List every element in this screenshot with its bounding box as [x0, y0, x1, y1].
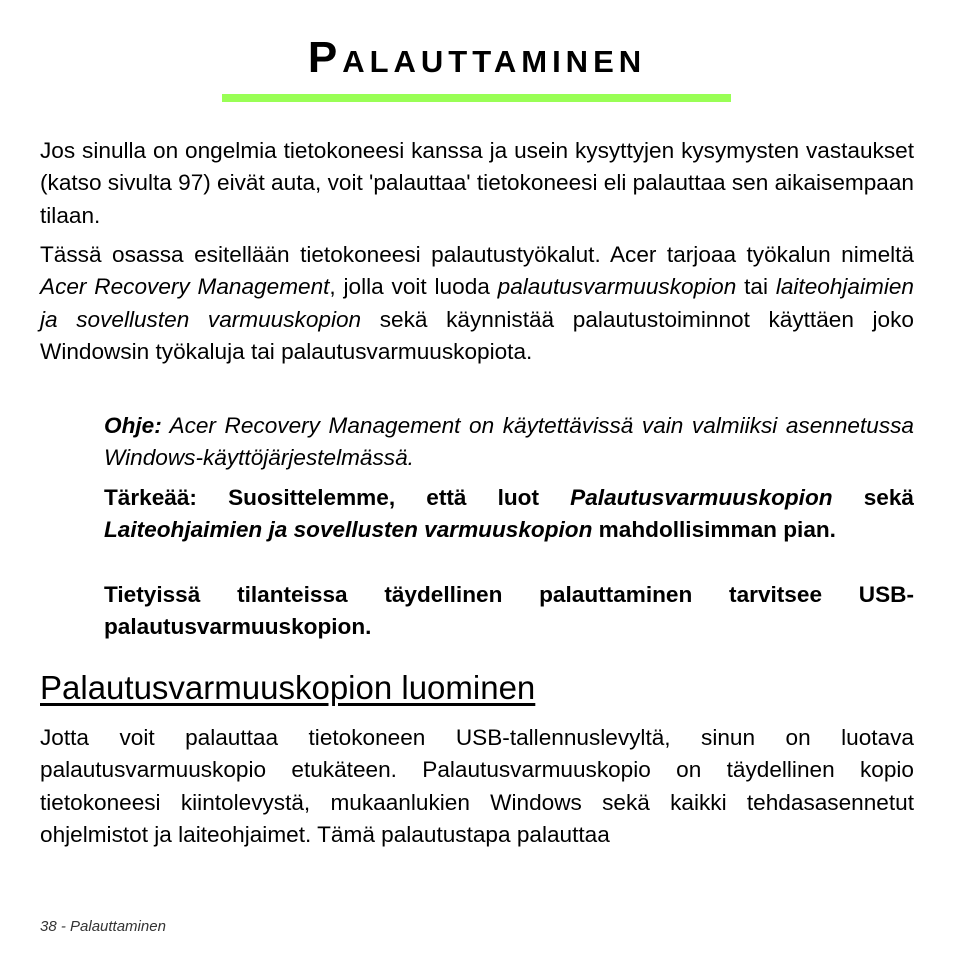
important-text-3: mahdollisimman pian.: [592, 517, 836, 543]
section-heading: Palautusvarmuuskopion luominen: [40, 669, 536, 706]
intro-paragraph-1: Jos sinulla on ongelmia tietokoneesi kanssa ja usein kysyttyjen kysymysten vastaukset (katso sivulta 97) eivät auta, voit 'palauttaa' tietokoneesi eli palauttaa sen aikaisempaan tilaan.: [40, 138, 914, 228]
page-title: Palauttaminen: [307, 33, 647, 82]
intro-text-3: tai: [736, 274, 776, 300]
important-text-2: sekä: [832, 485, 914, 510]
important-paragraph-2: Tietyissä tilanteissa täydellinen palauttaminen tarvitsee USB-palautusvarmuuskopion.: [104, 582, 914, 640]
important-italic-1: Palautusvarmuuskopion: [570, 485, 833, 510]
intro-text-1: Tässä osassa esitellään tietokoneesi palautustyökalut. Acer tarjoaa työkalun nimeltä: [40, 242, 914, 267]
note-text: Acer Recovery Management on käytettävissä vain valmiiksi asennetussa Windows-käyttöjärjestelmässä.: [104, 413, 914, 471]
intro-text-4: sekä käynnistää palautustoiminnot käyttäen joko Windowsin työkaluja tai palautusvarmuuskopiota.: [40, 306, 914, 364]
intro-italic-1: Acer Recovery Management: [40, 274, 330, 300]
note-paragraph: [104, 410, 914, 475]
intro-italic-3: laiteohjaimien ja sovellusten varmuuskopion: [40, 274, 914, 332]
intro-italic-2: palautusvarmuuskopion: [497, 274, 737, 300]
important-italic-2: Laiteohjaimien ja sovellusten varmuuskopion: [104, 517, 593, 543]
intro-text-2: , jolla voit luoda: [329, 274, 498, 300]
note-label: Ohje:: [104, 413, 162, 438]
title-underline-bar: [222, 94, 731, 102]
page-footer: 38 - Palauttaminen: [40, 918, 166, 935]
important-text-1: Tärkeää: Suosittelemme, että luot: [104, 485, 571, 510]
intro-paragraph-2: [40, 239, 914, 368]
section-paragraph: Jotta voit palauttaa tietokoneen USB-tallennuslevyltä, sinun on luotava palautusvarmuuskopio etukäteen. Palautusvarmuuskopio on täydellinen kopio tietokoneesi kiintolevystä, mukaanlukien Windows sekä kaikki tehdasasennetut ohjelmistot ja laiteohjaimet. Tämä palautustapa palauttaa: [40, 725, 914, 847]
important-paragraph: [104, 482, 914, 547]
